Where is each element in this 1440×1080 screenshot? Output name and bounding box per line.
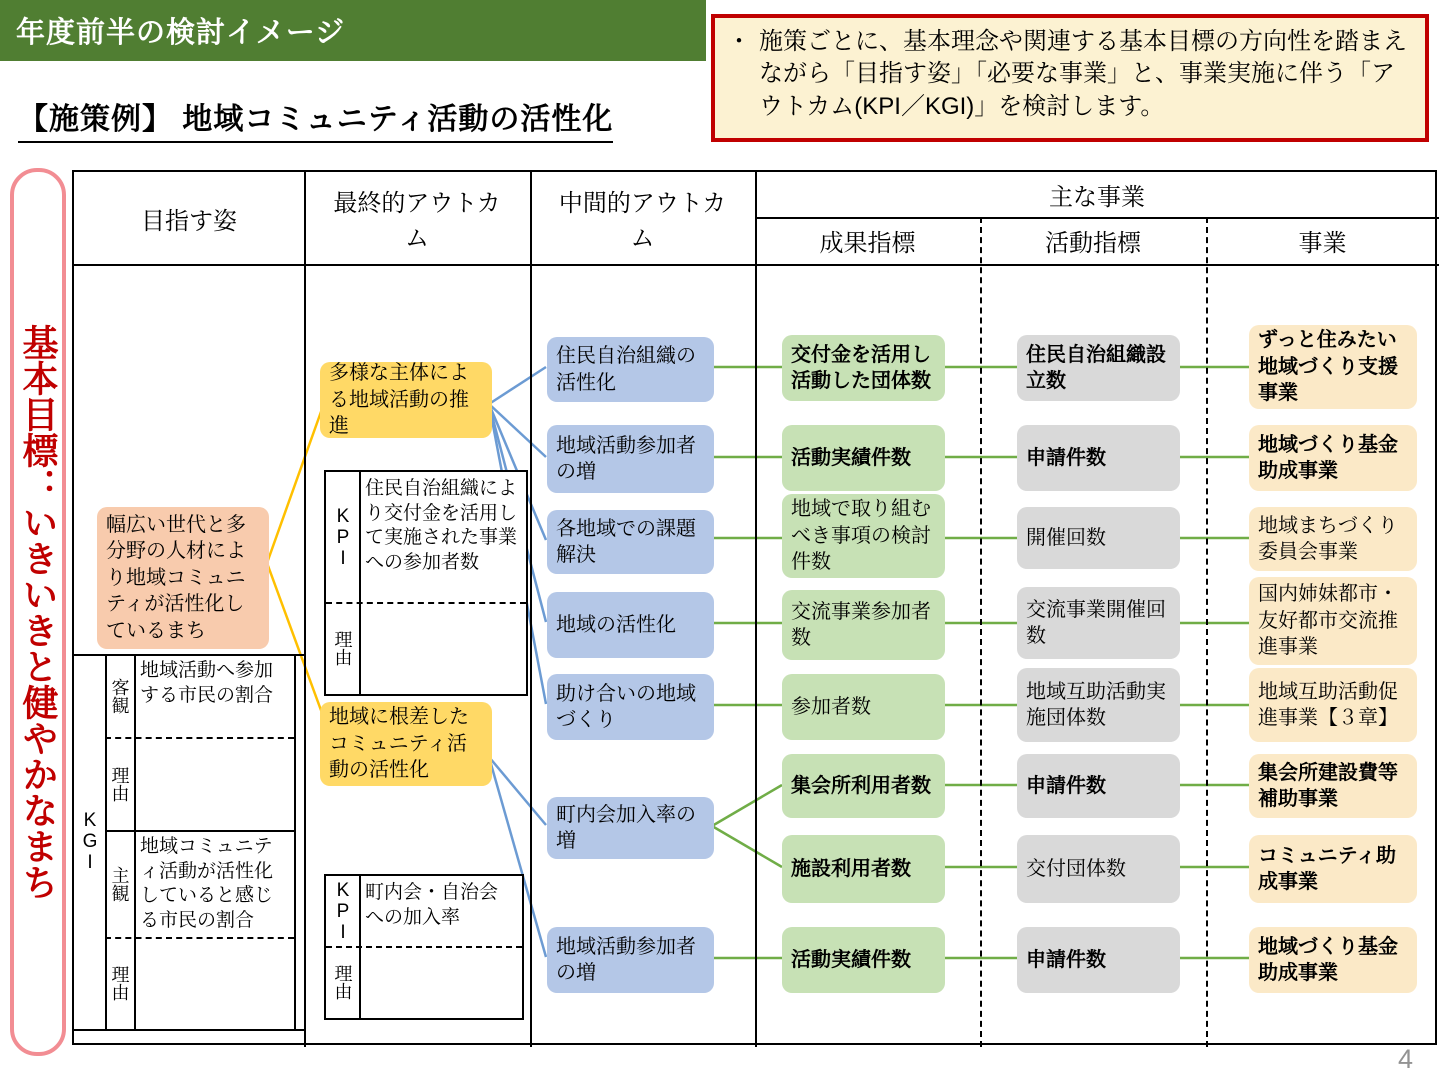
activity-indicator-box: 申請件数 — [1017, 754, 1180, 818]
final-outcome-box: 多様な主体による地域活動の推進 — [320, 362, 492, 438]
kpi-label: KPI — [332, 879, 354, 943]
result-indicator-box: 集会所利用者数 — [782, 754, 945, 818]
result-indicator-box: 施設利用者数 — [782, 835, 945, 903]
project-box: ずっと住みたい地域づくり支援事業 — [1249, 325, 1417, 409]
kgi-objective-text: 地域活動へ参加する市民の割合 — [140, 660, 274, 706]
kgi-row-label: 主観 — [109, 865, 130, 902]
project-box: 集会所建設費等補助事業 — [1249, 754, 1417, 818]
activity-indicator-box: 交付団体数 — [1017, 835, 1180, 903]
result-indicator-box: 地域で取り組むべき事項の検討件数 — [782, 494, 945, 578]
column-divider-dashed — [1206, 217, 1208, 1047]
activity-indicator-box: 申請件数 — [1017, 927, 1180, 993]
project-box: 国内姉妹都市・友好都市交流推進事業 — [1249, 577, 1417, 665]
project-box: コミュニティ助成事業 — [1249, 835, 1417, 903]
kgi-row-label: 理由 — [109, 965, 130, 1001]
header-aim: 目指す姿 — [141, 207, 237, 235]
intermediate-box: 地域活動参加者の増 — [547, 425, 714, 493]
header-divider — [74, 264, 1439, 266]
note-bullet: ・ — [727, 28, 751, 55]
page-title: 年度前半の検討イメージ — [16, 17, 346, 49]
basic-goal-label: 基本目標：いきいきと健やかなまち — [18, 324, 59, 900]
page-number: 4 — [1398, 1044, 1414, 1074]
result-indicator-box: 活動実績件数 — [782, 425, 945, 491]
kgi-bottom-border — [74, 1029, 304, 1031]
result-indicator-box: 交付金を活用し活動した団体数 — [782, 335, 945, 401]
header-banner — [0, 0, 706, 61]
kgi-right-border — [294, 654, 296, 1029]
activity-indicator-box: 申請件数 — [1017, 425, 1180, 491]
header-final-outcome: 最終的アウトカム — [333, 190, 501, 252]
kpi-table-2 — [324, 874, 524, 1020]
activity-indicator-box: 開催回数 — [1017, 507, 1180, 569]
column-divider — [755, 172, 757, 1047]
intermediate-box: 住民自治組織の活性化 — [547, 337, 714, 402]
kpi-table-1 — [324, 470, 528, 696]
intermediate-box: 助け合いの地域づくり — [547, 674, 714, 740]
note-box — [711, 14, 1429, 142]
result-indicator-box: 参加者数 — [782, 674, 945, 740]
kpi-reason-label: 理由 — [332, 630, 353, 666]
kgi-row-label: 客観 — [109, 677, 130, 714]
kpi-reason-label: 理由 — [332, 964, 353, 1000]
kpi-label: KPI — [332, 505, 354, 569]
activity-indicator-box: 地域互助活動実施団体数 — [1017, 668, 1180, 742]
note-text: 施策ごとに、基本理念や関連する基本目標の方向性を踏まえながら「目指す姿」「必要な事業」と、事業実施に伴う「アウトカム(KPI／KGI)」を検討します。 — [759, 28, 1407, 120]
intermediate-box: 地域の活性化 — [547, 592, 714, 658]
column-divider — [530, 172, 532, 1047]
intermediate-box: 町内会加入率の増 — [547, 797, 714, 859]
result-indicator-box: 活動実績件数 — [782, 927, 945, 993]
column-divider — [304, 172, 306, 1047]
kpi-text: 住民自治組織により交付金を活用して実施された事業への参加者数 — [365, 478, 518, 574]
vision-box: 幅広い世代と多分野の人材により地域コミュニティが活性化しているまち — [97, 507, 269, 649]
activity-indicator-box: 住民自治組織設立数 — [1017, 335, 1180, 401]
activity-indicator-box: 交流事業開催回数 — [1017, 587, 1180, 659]
kgi-label: KGI — [79, 810, 101, 873]
intermediate-box: 地域活動参加者の増 — [547, 927, 714, 993]
final-outcome-box: 地域に根差したコミュニティ活動の活性化 — [320, 702, 492, 786]
project-box: 地域づくり基金助成事業 — [1249, 425, 1417, 491]
framework-table — [72, 170, 1437, 1045]
header-main-projects: 主な事業 — [1049, 184, 1145, 211]
kgi-row-label: 理由 — [109, 765, 130, 802]
header-result-indicator: 成果指標 — [819, 230, 916, 257]
kpi-text: 町内会・自治会への加入率 — [365, 882, 499, 928]
header-activity-indicator: 活動指標 — [1045, 230, 1141, 257]
project-box: 地域まちづくり委員会事業 — [1249, 507, 1417, 571]
result-indicator-box: 交流事業参加者数 — [782, 590, 945, 660]
section-title: 【施策例】 地域コミュニティ活動の活性化 — [18, 94, 613, 143]
intermediate-box: 各地域での課題解決 — [547, 510, 714, 574]
column-divider-dashed — [980, 217, 982, 1047]
header-intermediate-outcome: 中間的アウトカム — [558, 190, 727, 252]
project-box: 地域づくり基金助成事業 — [1249, 927, 1417, 993]
project-box: 地域互助活動促進事業【３章】 — [1249, 668, 1417, 742]
basic-goal-pill — [10, 168, 66, 1056]
header-project: 事業 — [1298, 230, 1347, 257]
kgi-subjective-text: 地域コミュニティ活動が活性化していると感じる市民の割合 — [140, 836, 274, 932]
